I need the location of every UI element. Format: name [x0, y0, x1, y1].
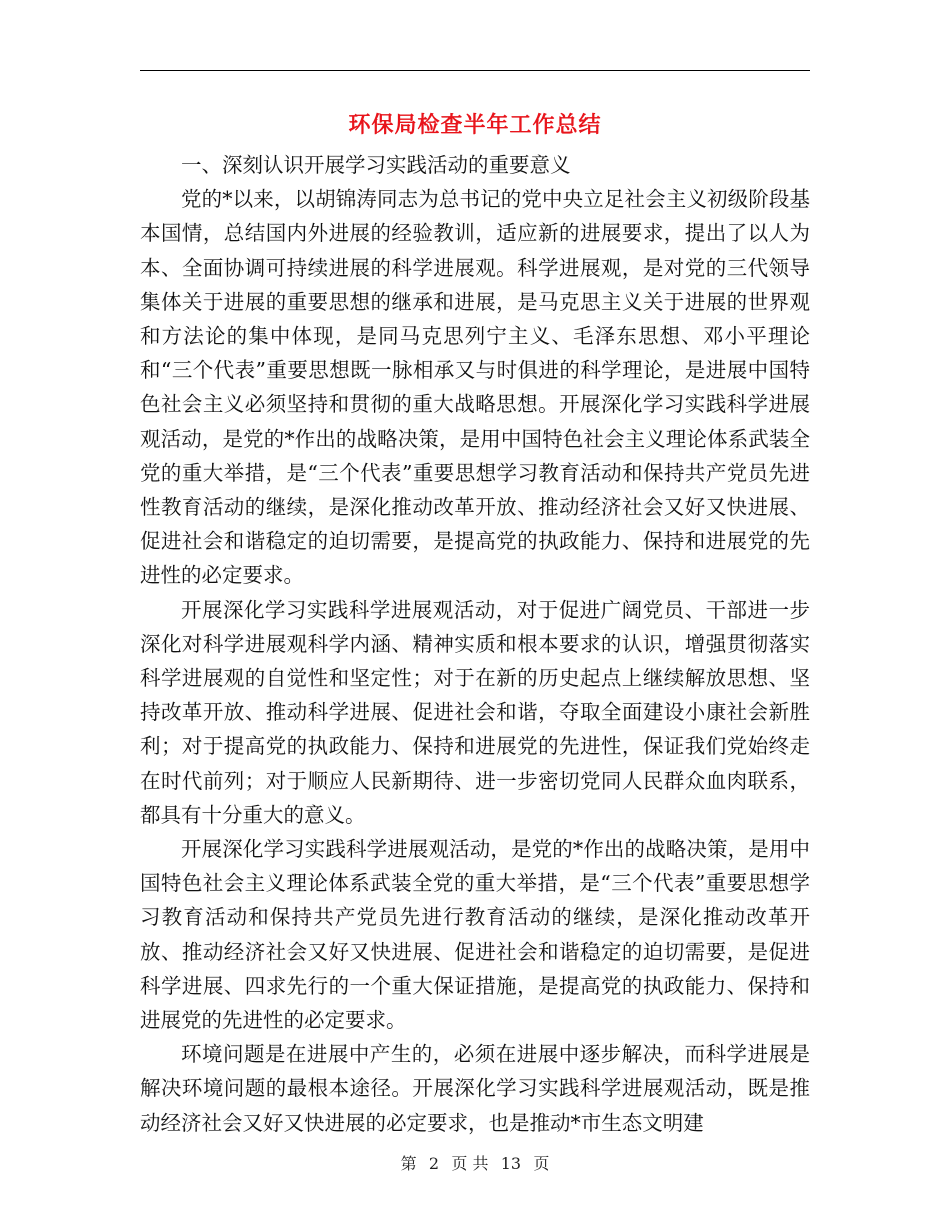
footer-prefix: 第 — [400, 1154, 417, 1173]
body-paragraph-4: 环境问题是在进展中产生的，必须在进展中逐步解决，而科学进展是解决环境问题的最根本途径。开展深化学习实践科学进展观活动，既是推动经济社会又好又快进展的必定要求，也是推动*市生态文明建 — [140, 1042, 810, 1135]
document-body — [140, 148, 810, 1140]
footer-page-number: 2 — [428, 1154, 440, 1173]
body-paragraph-3: 开展深化学习实践科学进展观活动，是党的*作出的战略决策，是用中国特色社会主义理论体系武装全党的重大举措，是“三个代表”重要思想学习教育活动和保持共产党员先进行教育活动的继续，是深化推动改革开放、推动经济社会又好又快进展、促进社会和谐稳定的迫切需要，是促进科学进展、四求先行的一个重大保证措施，是提高党的执政能力、保持和进展党的先进性的必定要求。 — [140, 837, 810, 1033]
section-heading: 一、深刻认识开展学习实践活动的重要意义 — [181, 153, 571, 177]
body-paragraph-1: 党的*以来，以胡锦涛同志为总书记的党中央立足社会主义初级阶段基本国情，总结国内外进展的经验教训，适应新的进展要求，提出了以人为本、全面协调可持续进展的科学进展观。科学进展观，是对党的三代领导集体关于进展的重要思想的继承和进展，是马克思主义关于进展的世界观和方法论的集中体现，是同马克思列宁主义、毛泽东思想、邓小平理论和“三个代表”重要思想既一脉相承又与时俱进的科学理论，是进展中国特色社会主义必须坚持和贯彻的重大战略思想。开展深化学习实践科学进展观活动，是党的*作出的战略决策，是用中国特色社会主义理论体系武装全党的重大举措，是“三个代表”重要思想学习教育活动和保持共产党员先进性教育活动的继续，是深化推动改革开放、推动经济社会又好又快进展、促进社会和谐稳定的迫切需要，是提高党的执政能力、保持和进展党的先进性的必定要求。 — [140, 187, 810, 588]
document-title: 环保局检查半年工作总结 — [348, 112, 602, 138]
footer-middle: 页 共 — [451, 1154, 489, 1173]
footer-total-pages: 13 — [500, 1154, 522, 1173]
body-paragraph-2: 开展深化学习实践科学进展观活动，对于促进广阔党员、干部进一步深化对科学进展观科学内涵、精神实质和根本要求的认识，增强贯彻落实科学进展观的自觉性和坚定性；对于在新的历史起点上继续解放思想、坚持改革开放、推动科学进展、促进社会和谐，夺取全面建设小康社会新胜利；对于提高党的执政能力、保持和进展党的先进性，保证我们党始终走在时代前列；对于顺应人民新期待、进一步密切党同人民群众血肉联系，都具有十分重大的意义。 — [140, 597, 810, 827]
page-footer — [0, 1152, 950, 1176]
header-rule — [140, 70, 810, 71]
footer-suffix: 页 — [533, 1154, 550, 1173]
